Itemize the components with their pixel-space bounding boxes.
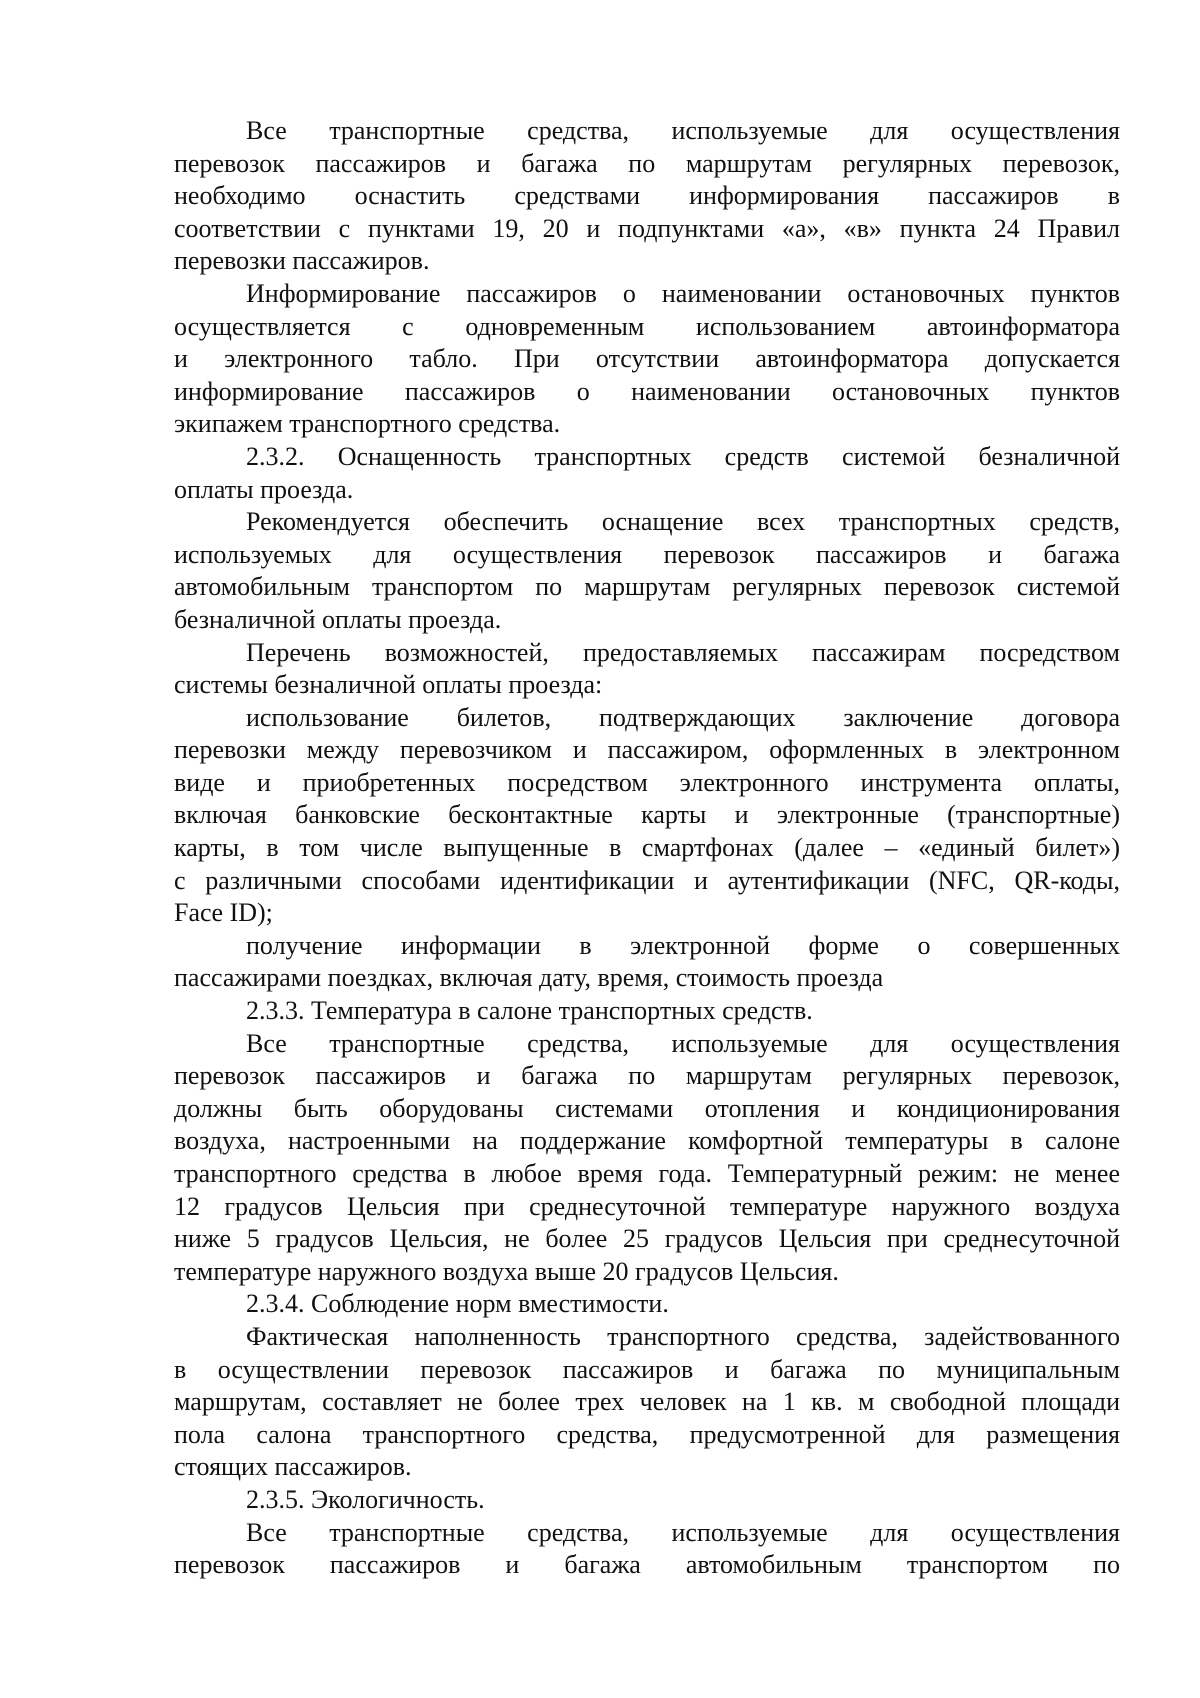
text-line: использование билетов, подтверждающих заключение договора — [246, 702, 1120, 732]
paragraph — [174, 1288, 1120, 1321]
text-line: информирование пассажиров о наименовании остановочных пунктов — [174, 376, 1120, 406]
text-line: в осуществлении перевозок пассажиров и багажа по муниципальным — [174, 1354, 1120, 1384]
text-line: Face ID); — [174, 898, 273, 928]
text-line: перевозки пассажиров. — [174, 246, 430, 276]
paragraph — [174, 278, 1120, 441]
text-line: ниже 5 градусов Цельсия, не более 25 градусов Цельсия при среднесуточной — [174, 1224, 1120, 1254]
text-line: оплаты проезда. — [174, 474, 354, 504]
text-line: перевозки между перевозчиком и пассажиром, оформленных в электронном — [174, 735, 1120, 765]
paragraph — [174, 637, 1120, 702]
text-line: безналичной оплаты проезда. — [174, 604, 502, 634]
text-line: Рекомендуется обеспечить оснащение всех транспортных средств, — [246, 507, 1120, 537]
paragraph — [174, 1321, 1120, 1484]
text-line: перевозок пассажиров и багажа по маршрутам регулярных перевозок, — [174, 148, 1120, 178]
text-line: осуществляется с одновременным использованием автоинформатора — [174, 311, 1120, 341]
text-line: 2.3.4. Соблюдение норм вместимости. — [246, 1289, 669, 1319]
text-line: температуре наружного воздуха выше 20 градусов Цельсия. — [174, 1256, 839, 1286]
text-line: Информирование пассажиров о наименовании остановочных пунктов — [246, 278, 1120, 308]
paragraph — [174, 506, 1120, 636]
text-line: Все транспортные средства, используемые для осуществления — [246, 1028, 1120, 1058]
paragraph — [174, 1028, 1120, 1289]
text-line: системы безналичной оплаты проезда: — [174, 670, 603, 700]
paragraph — [174, 702, 1120, 930]
text-line: пола салона транспортного средства, предусмотренной для размещения — [174, 1419, 1120, 1449]
text-line: виде и приобретенных посредством электронного инструмента оплаты, — [174, 767, 1120, 797]
paragraph — [174, 115, 1120, 278]
text-line: автомобильным транспортом по маршрутам регулярных перевозок системой — [174, 572, 1120, 602]
text-line: получение информации в электронной форме о совершенных — [246, 930, 1120, 960]
text-line: Фактическая наполненность транспортного средства, задействованного — [246, 1321, 1120, 1351]
text-line: Все транспортные средства, используемые для осуществления — [246, 1517, 1120, 1547]
text-line: используемых для осуществления перевозок пассажиров и багажа — [174, 539, 1120, 569]
text-line: воздуха, настроенными на поддержание комфортной температуры в салоне — [174, 1126, 1120, 1156]
text-line: экипажем транспортного средства. — [174, 409, 561, 439]
text-line: Все транспортные средства, используемые для осуществления — [246, 116, 1120, 145]
text-line: пассажирами поездках, включая дату, время, стоимость проезда — [174, 963, 884, 993]
text-line: 2.3.2. Оснащенность транспортных средств системой безналичной — [246, 441, 1120, 471]
text-line: включая банковские бесконтактные карты и электронные (транспортные) — [174, 800, 1120, 830]
paragraph — [174, 930, 1120, 995]
text-line: Перечень возможностей, предоставляемых пассажирам посредством — [246, 637, 1120, 667]
text-line: с различными способами идентификации и аутентификации (NFC, QR-коды, — [174, 865, 1120, 895]
paragraph — [174, 1517, 1120, 1582]
text-line: перевозок пассажиров и багажа по маршрутам регулярных перевозок, — [174, 1061, 1120, 1091]
text-line: карты, в том числе выпущенные в смартфонах (далее – «единый билет») — [174, 833, 1120, 863]
document-body — [174, 115, 1120, 1582]
text-line: 12 градусов Цельсия при среднесуточной температуре наружного воздуха — [174, 1191, 1120, 1221]
text-line: 2.3.5. Экологичность. — [246, 1484, 485, 1514]
text-line: маршрутам, составляет не более трех человек на 1 кв. м свободной площади — [174, 1387, 1120, 1417]
paragraph — [174, 995, 1120, 1028]
paragraph — [174, 441, 1120, 506]
text-line: 2.3.3. Температура в салоне транспортных средств. — [246, 996, 813, 1026]
text-line: должны быть оборудованы системами отопления и кондиционирования — [174, 1093, 1120, 1123]
text-line: соответствии с пунктами 19, 20 и подпунктами «а», «в» пункта 24 Правил — [174, 213, 1120, 243]
text-line: необходимо оснастить средствами информирования пассажиров в — [174, 181, 1120, 211]
text-line: и электронного табло. При отсутствии автоинформатора допускается — [174, 344, 1120, 374]
text-line: стоящих пассажиров. — [174, 1452, 412, 1482]
paragraph — [174, 1484, 1120, 1517]
text-line: перевозок пассажиров и багажа автомобильным транспортом по — [174, 1550, 1120, 1580]
text-line: транспортного средства в любое время года. Температурный режим: не менее — [174, 1159, 1120, 1188]
